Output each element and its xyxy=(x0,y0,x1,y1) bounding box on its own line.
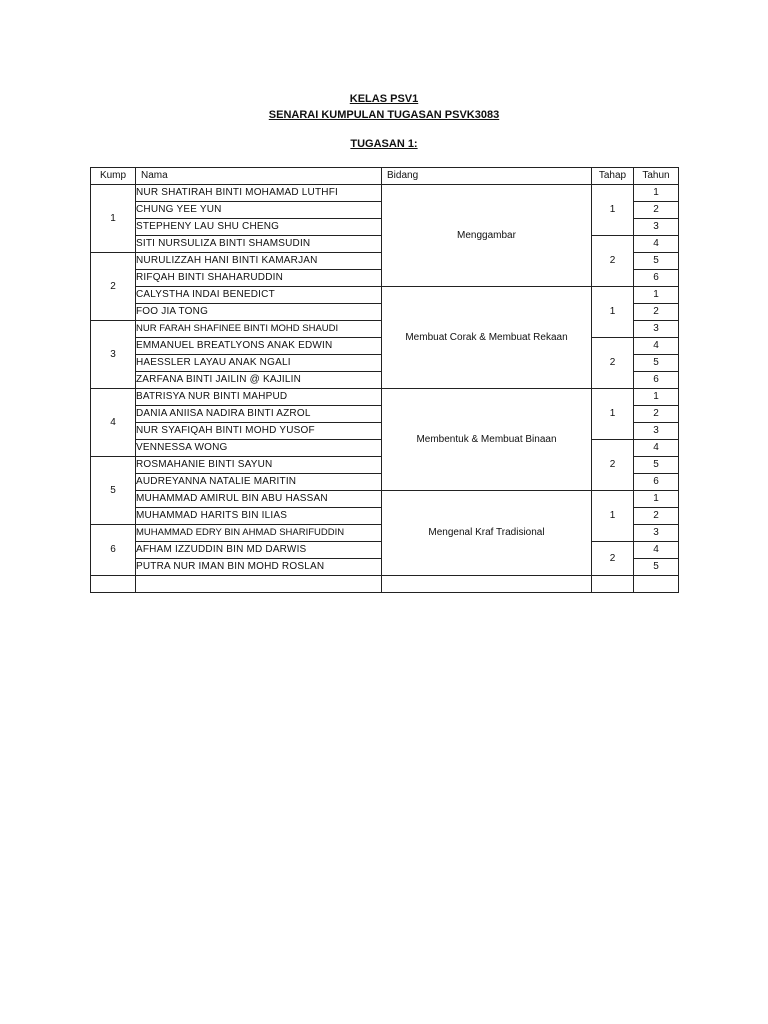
student-name: RIFQAH BINTI SHAHARUDDIN xyxy=(136,270,382,287)
group-number: 5 xyxy=(91,457,136,525)
tahun-cell: 1 xyxy=(634,491,679,508)
student-name: STEPHENY LAU SHU CHENG xyxy=(136,219,382,236)
tahun-cell: 2 xyxy=(634,202,679,219)
tahun-cell: 6 xyxy=(634,270,679,287)
student-name: CHUNG YEE YUN xyxy=(136,202,382,219)
bidang-cell: Membuat Corak & Membuat Rekaan xyxy=(382,287,592,389)
student-name: NUR SYAFIQAH BINTI MOHD YUSOF xyxy=(136,423,382,440)
tahun-cell: 3 xyxy=(634,423,679,440)
table-row xyxy=(91,287,679,304)
student-name: SITI NURSULIZA BINTI SHAMSUDIN xyxy=(136,236,382,253)
group-number: 6 xyxy=(91,525,136,576)
bidang-cell: Membentuk & Membuat Binaan xyxy=(382,389,592,491)
task-heading: TUGASAN 1: xyxy=(350,138,418,150)
document-subtitle: SENARAI KUMPULAN TUGASAN PSVK3083 xyxy=(268,109,500,121)
student-name: AFHAM IZZUDDIN BIN MD DARWIS xyxy=(136,542,382,559)
tahun-cell: 2 xyxy=(634,406,679,423)
student-name: FOO JIA TONG xyxy=(136,304,382,321)
student-name: NUR SHATIRAH BINTI MOHAMAD LUTHFI xyxy=(136,185,382,202)
header-bidang: Bidang xyxy=(382,168,592,185)
student-name: MUHAMMAD HARITS BIN ILIAS xyxy=(136,508,382,525)
empty-cell xyxy=(136,576,382,593)
header-tahun: Tahun xyxy=(634,168,679,185)
document-title: KELAS PSV1 xyxy=(349,93,419,105)
tahun-cell: 1 xyxy=(634,185,679,202)
student-name: ZARFANA BINTI JAILIN @ KAJILIN xyxy=(136,372,382,389)
tahap-cell: 1 xyxy=(592,389,634,440)
empty-row xyxy=(91,576,679,593)
group-number: 2 xyxy=(91,253,136,321)
group-number: 1 xyxy=(91,185,136,253)
header-nama: Nama xyxy=(136,168,382,185)
student-name: HAESSLER LAYAU ANAK NGALI xyxy=(136,355,382,372)
header-kump: Kump xyxy=(91,168,136,185)
tahun-cell: 5 xyxy=(634,355,679,372)
empty-cell xyxy=(634,576,679,593)
student-name: EMMANUEL BREATLYONS ANAK EDWIN xyxy=(136,338,382,355)
student-name: MUHAMMAD AMIRUL BIN ABU HASSAN xyxy=(136,491,382,508)
group-roster-table xyxy=(90,167,679,593)
student-name: CALYSTHA INDAI BENEDICT xyxy=(136,287,382,304)
bidang-cell: Menggambar xyxy=(382,185,592,287)
tahap-cell: 1 xyxy=(592,491,634,542)
tahun-cell: 6 xyxy=(634,474,679,491)
tahap-cell: 2 xyxy=(592,440,634,491)
student-name: DANIA ANIISA NADIRA BINTI AZROL xyxy=(136,406,382,423)
group-number: 3 xyxy=(91,321,136,389)
tahap-cell: 2 xyxy=(592,338,634,389)
bidang-cell: Mengenal Kraf Tradisional xyxy=(382,491,592,576)
tahun-cell: 3 xyxy=(634,525,679,542)
student-name: AUDREYANNA NATALIE MARITIN xyxy=(136,474,382,491)
tahun-cell: 4 xyxy=(634,440,679,457)
tahap-cell: 1 xyxy=(592,185,634,236)
tahun-cell: 5 xyxy=(634,253,679,270)
tahun-cell: 2 xyxy=(634,304,679,321)
student-name: BATRISYA NUR BINTI MAHPUD xyxy=(136,389,382,406)
tahun-cell: 2 xyxy=(634,508,679,525)
student-name: MUHAMMAD EDRY BIN AHMAD SHARIFUDDIN xyxy=(136,525,382,542)
empty-cell xyxy=(592,576,634,593)
group-number: 4 xyxy=(91,389,136,457)
student-name: VENNESSA WONG xyxy=(136,440,382,457)
student-name: PUTRA NUR IMAN BIN MOHD ROSLAN xyxy=(136,559,382,576)
tahap-cell: 1 xyxy=(592,287,634,338)
tahap-cell: 2 xyxy=(592,236,634,287)
tahun-cell: 6 xyxy=(634,372,679,389)
tahun-cell: 3 xyxy=(634,219,679,236)
tahun-cell: 4 xyxy=(634,236,679,253)
tahun-cell: 1 xyxy=(634,389,679,406)
table-row xyxy=(91,185,679,202)
table-row xyxy=(91,389,679,406)
tahun-cell: 3 xyxy=(634,321,679,338)
student-name: NUR FARAH SHAFINEE BINTI MOHD SHAUDI xyxy=(136,321,382,338)
tahun-cell: 4 xyxy=(634,542,679,559)
tahap-cell: 2 xyxy=(592,542,634,576)
empty-cell xyxy=(382,576,592,593)
table-row xyxy=(91,491,679,508)
tahun-cell: 1 xyxy=(634,287,679,304)
tahun-cell: 5 xyxy=(634,457,679,474)
tahun-cell: 4 xyxy=(634,338,679,355)
student-name: NURULIZZAH HANI BINTI KAMARJAN xyxy=(136,253,382,270)
header-tahap: Tahap xyxy=(592,168,634,185)
student-name: ROSMAHANIE BINTI SAYUN xyxy=(136,457,382,474)
empty-cell xyxy=(91,576,136,593)
tahun-cell: 5 xyxy=(634,559,679,576)
table-header-row xyxy=(91,168,679,185)
